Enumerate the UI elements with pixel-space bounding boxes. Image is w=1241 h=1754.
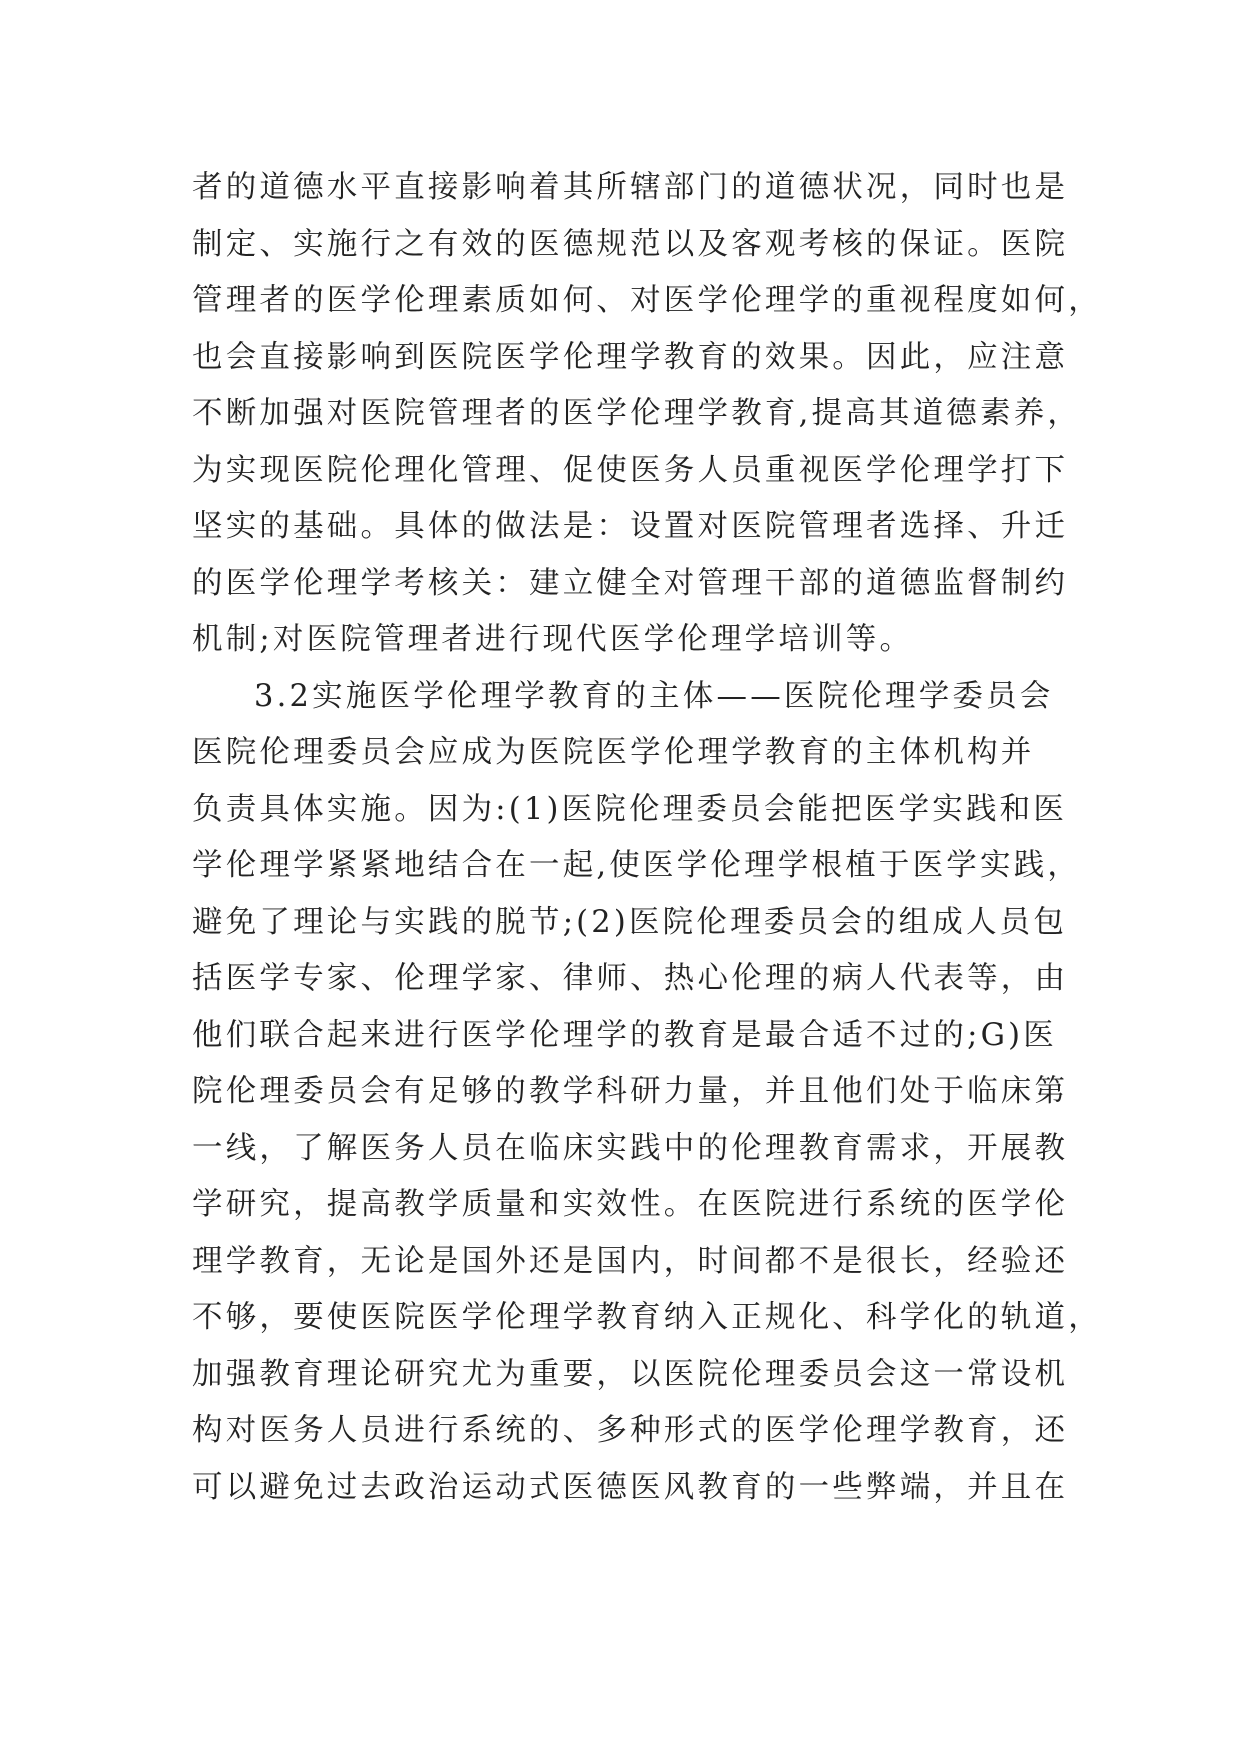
body-text	[192, 160, 1102, 1516]
text-line: 他们联合起来进行医学伦理学的教育是最合适不过的;G)医	[192, 1017, 1057, 1053]
text-line: 一线，了解医务人员在临床实践中的伦理教育需求，开展教	[192, 1130, 1069, 1166]
text-line: 学研究，提高教学质量和实效性。在医院进行系统的医学伦	[192, 1187, 1069, 1222]
text-line: 机制;对医院管理者进行现代医学伦理学培训等。	[192, 622, 914, 657]
text-line: 负责具体实施。因为:(1)医院伦理委员会能把医学实践和医	[192, 791, 1068, 827]
text-line: 不够，要使医院医学伦理学教育纳入正规化、科学化的轨道，	[192, 1300, 1102, 1335]
text-line: 理学教育，无论是国外还是国内，时间都不是很长，经验还	[192, 1243, 1069, 1279]
text-line: 管理者的医学伦理素质如何、对医学伦理学的重视程度如何，	[192, 283, 1102, 318]
section-heading: 3.2实施医学伦理学教育的主体——医院伦理学委员会	[254, 678, 1054, 714]
text-line: 学伦理学紧紧地结合在一起,使医学伦理学根植于医学实践，	[192, 848, 1082, 883]
text-line: 避免了理论与实践的脱节;(2)医院伦理委员会的组成人员包	[192, 904, 1068, 940]
text-line: 坚实的基础。具体的做法是：设置对医院管理者选择、升迁	[192, 509, 1069, 544]
text-line: 的医学伦理学考核关：建立健全对管理干部的道德监督制约	[192, 565, 1069, 601]
text-line: 不断加强对医院管理者的医学伦理学教育,提高其道德素养，	[192, 396, 1082, 431]
text-line: 制定、实施行之有效的医德规范以及客观考核的保证。医院	[192, 226, 1069, 262]
text-line: 院伦理委员会有足够的教学科研力量，并且他们处于临床第	[192, 1074, 1069, 1109]
text-line: 可以避免过去政治运动式医德医风教育的一些弊端，并且在	[192, 1469, 1069, 1505]
text-line: 加强教育理论研究尤为重要，以医院伦理委员会这一常设机	[192, 1356, 1069, 1392]
text-line: 构对医务人员进行系统的、多种形式的医学伦理学教育，还	[192, 1413, 1069, 1448]
text-line: 也会直接影响到医院医学伦理学教育的效果。因此，应注意	[192, 339, 1069, 375]
text-line: 者的道德水平直接影响着其所辖部门的道德状况，同时也是	[192, 170, 1069, 205]
text-line: 括医学专家、伦理学家、律师、热心伦理的病人代表等，由	[192, 961, 1069, 996]
text-line: 医院伦理委员会应成为医院医学伦理学教育的主体机构并	[192, 735, 1035, 770]
text-line: 为实现医院伦理化管理、促使医务人员重视医学伦理学打下	[192, 452, 1069, 488]
